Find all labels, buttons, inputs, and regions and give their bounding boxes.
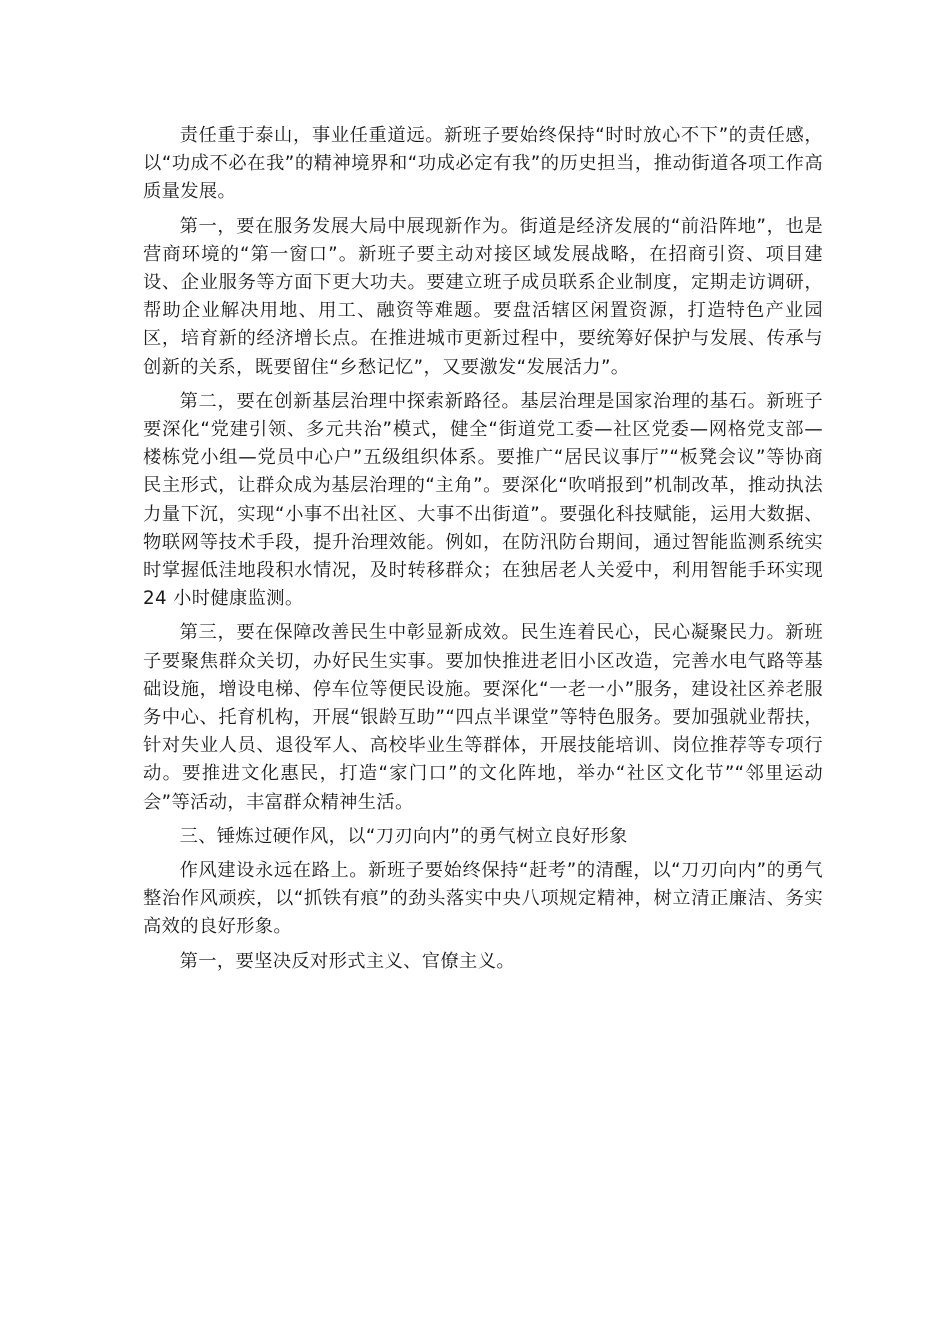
paragraph-second-governance: 第二，要在创新基层治理中探索新路径。基层治理是国家治理的基石。新班子要深化“党建引领、多元共治”模式，健全“街道党工委—社区党委—网格党支部—楼栋党小组—党员中心户”五级组织体系。要推广“居民议事厅”“板凳会议”等协商民主形式，让群众成为基层治理的“主角”。要深化“吹哨报到”机制改革，推动执法力量下沉，实现“小事不出社区、大事不出街道”。要强化科技赋能，运用大数据、物联网等技术手段，提升治理效能。例如，在防汛防台期间，通过智能监测系统实时掌握低洼地段积水情况，及时转移群众；在独居老人关爱中，利用智能手环实现 24 小时健康监测。 <box>143 390 823 610</box>
paragraph-first-formalism: 第一，要坚决反对形式主义、官僚主义。 <box>179 950 515 972</box>
paragraph-third-livelihood: 第三，要在保障改善民生中彰显新成效。民生连着民心，民心凝聚民力。新班子要聚焦群众关切，办好民生实事。要加快推进老旧小区改造，完善水电气路等基础设施，增设电梯、停车位等便民设施。要深化“一老一小”服务，建设社区养老服务中心、托育机构，开展“银龄互助”“四点半课堂”等特色服务。要加强就业帮扶，针对失业人员、退役军人、高校毕业生等群体，开展技能培训、岗位推荐等专项行动。要推进文化惠民，打造“家门口”的文化阵地，举办“社区文化节”“邻里运动会”等活动，丰富群众精神生活。 <box>143 622 823 813</box>
paragraph-work-style: 作风建设永远在路上。新班子要始终保持“赶考”的清醒，以“刀刃向内”的勇气整治作风顽疾，以“抓铁有痕”的劲头落实中央八项规定精神，树立清正廉洁、务实高效的良好形象。 <box>143 860 823 938</box>
paragraph-first-development: 第一，要在服务发展大局中展现新作为。街道是经济发展的“前沿阵地”，也是营商环境的“第一窗口”。新班子要主动对接区域发展战略，在招商引资、项目建设、企业服务等方面下更大功夫。要建立班子成员联系企业制度，定期走访调研，帮助企业解决用地、用工、融资等难题。要盘活辖区闲置资源，打造特色产业园区，培育新的经济增长点。在推进城市更新过程中，要统筹好保护与发展、传承与创新的关系，既要留住“乡愁记忆”，又要激发“发展活力”。 <box>143 215 823 378</box>
section-heading-three: 三、锤炼过硬作风，以“刀刃向内”的勇气树立良好形象 <box>179 825 628 847</box>
document-body <box>143 122 823 982</box>
paragraph-responsibility: 责任重于泰山，事业任重道远。新班子要始终保持“时时放心不下”的责任感，以“功成不必在我”的精神境界和“功成必定有我”的历史担当，推动街道各项工作高质量发展。 <box>143 125 823 203</box>
